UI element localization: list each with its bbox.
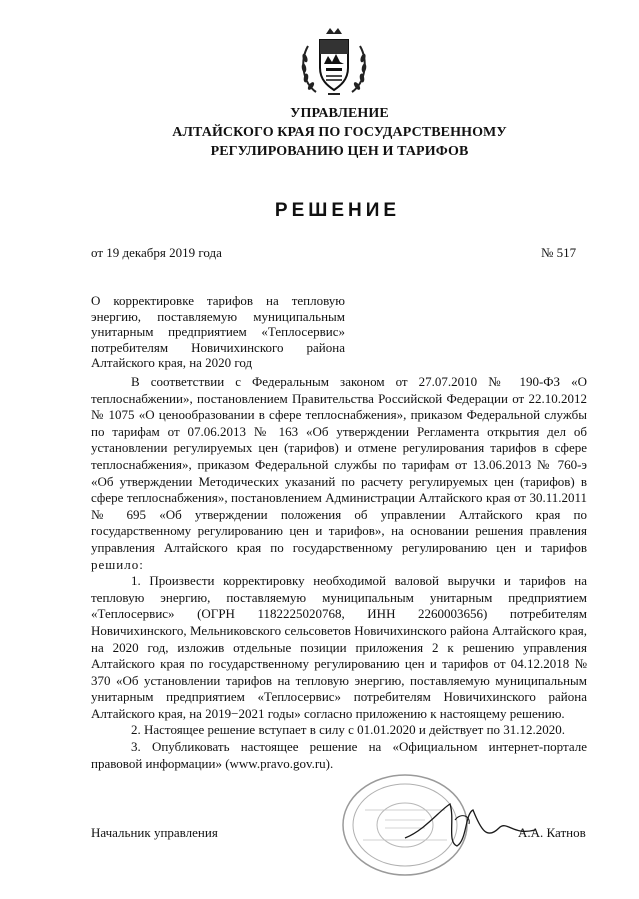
- org-name-line-3: РЕГУЛИРОВАНИЮ ЦЕН И ТАРИФОВ: [210, 144, 469, 159]
- org-name-line-1: УПРАВЛЕНИЕ: [290, 106, 389, 121]
- document-title: РЕШЕНИЕ: [274, 200, 401, 221]
- document-body: [91, 374, 587, 772]
- signatory-position: Начальник управления: [91, 825, 218, 840]
- altai-krai-coat-of-arms-icon: [296, 24, 372, 100]
- decided-word: решило:: [91, 556, 144, 572]
- signatory-name: А.А. Катнов: [518, 825, 586, 840]
- org-name-line-2: АЛТАЙСКОГО КРАЯ ПО ГОСУДАРСТВЕННОМУ: [172, 125, 507, 140]
- preamble-text: В соответствии с Федеральным законом от 27.07.2010 № 190-ФЗ «О теплоснабжении», постановлением Правительства Российской Федерации от 22.10.2012 № 1075 «О ценообразовании в сфере теплоснабжения», приказом Федеральной службы по тарифам от 07.06.2013 № 163 «Об утверждении Регламента открытия дел об установлении регулируемых цен (тарифов) и отмене регулирования тарифов в сфере теплоснабжения», приказом Федеральной службы по тарифам от 13.06.2013 № 760-э «Об утверждении Методических указаний по расчету регулируемых цен (тарифов) в сфере теплоснабжения», постановлением Администрации Алтайского края от 30.11.2011 № 695 «Об утверждении положения об управлении Алтайского края по государственному регулированию цен и тарифов», на основании решения правления управления Алтайского края по государственному регулированию цен и тарифов: [91, 374, 587, 555]
- item-3-paragraph: 3. Опубликовать настоящее решение на «Официальном интернет-портале правовой информации» (www.pravo.gov.ru).: [91, 739, 587, 771]
- item-2-paragraph: 2. Настоящее решение вступает в силу с 01.01.2020 и действует по 31.12.2020.: [131, 722, 566, 738]
- item-1-paragraph: 1. Произвести корректировку необходимой валовой выручки и тарифов на тепловую энергию, поставляемую муниципальным унитарным предприятием «Теплосервис» (ОГРН 1182225020768, ИНН 2260003656) потребителям Новичихинского, Мельниковского сельсоветов Новичихинского района Алтайского края, на 2020 год, изложив отдельные позиции приложения 2 к решению управления Алтайского края по государственному регулированию цен и тарифов от 04.12.2018 № 370 «Об установлении тарифов на тепловую энергию, поставляемую муниципальным унитарным предприятием «Теплосервис» потребителям Новичихинского района Алтайского края, на 2019−2021 годы» согласно приложению к настоящему решению.: [91, 573, 587, 721]
- preamble-paragraph: [91, 374, 587, 573]
- document-subject: О корректировке тарифов на тепловую энергию, поставляемую муниципальным унитарным предприятием «Теплосервис» потребителям Новичихинского района Алтайского края, на 2020 год: [91, 293, 345, 370]
- document-number: № 517: [541, 245, 577, 260]
- document-date: от 19 декабря 2019 года: [91, 245, 222, 260]
